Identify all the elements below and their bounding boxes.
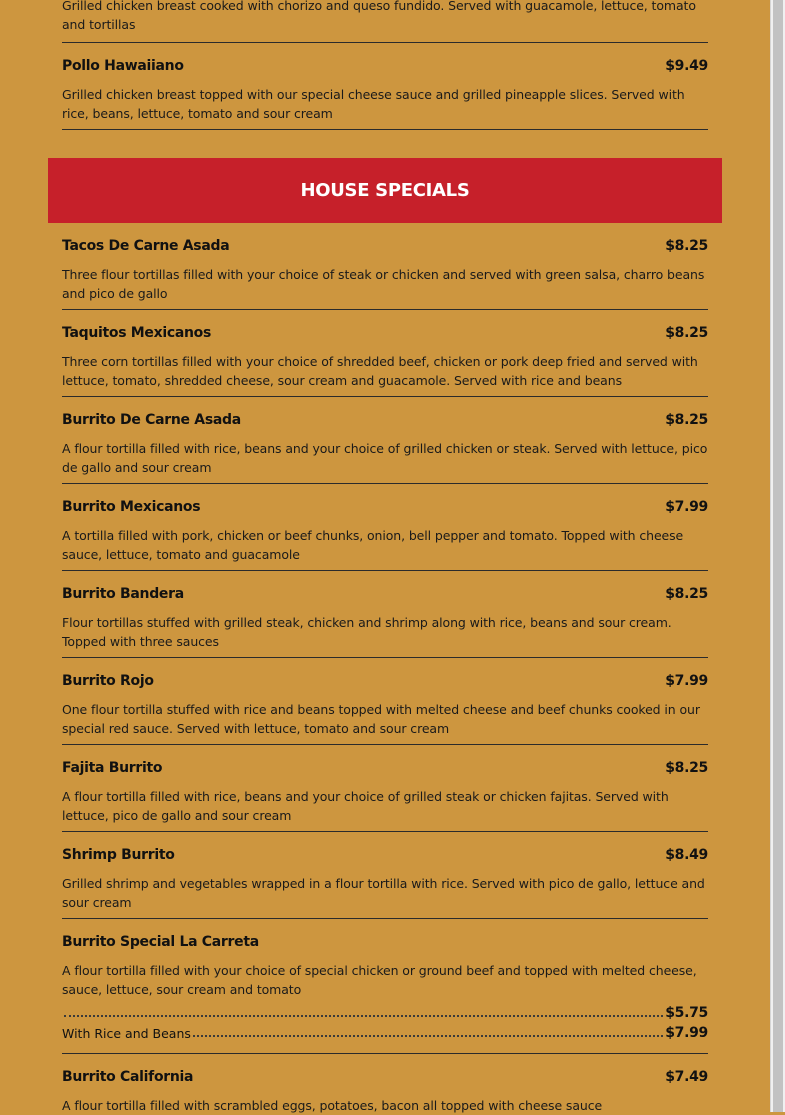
menu-item-description: Three corn tortillas filled with your choice of shredded beef, chicken or pork deep fried and served with lettuce, tomato, shredded cheese, sour cream and guacamole. Served with rice and beans: [62, 354, 698, 388]
divider: [62, 744, 708, 745]
price-option-label: With Rice and Beans: [62, 1026, 191, 1041]
menu-item-name: Burrito Special La Carreta: [62, 934, 259, 950]
divider: [62, 483, 708, 484]
menu-item-price: $7.99: [665, 673, 708, 689]
menu-item-name: Tacos De Carne Asada: [62, 238, 230, 254]
price-option-price: $5.75: [665, 1005, 708, 1021]
menu-item-price: $7.49: [665, 1069, 708, 1085]
menu-item-name: Pollo Hawaiiano: [62, 58, 184, 74]
menu-item-description: Three flour tortillas filled with your choice of steak or chicken and served with green salsa, charro beans and pico de gallo: [62, 267, 705, 301]
divider: [62, 831, 708, 832]
menu-item-description: A flour tortilla filled with your choice of special chicken or ground beef and topped with melted cheese, sauce, lettuce, sour cream and tomato: [62, 963, 697, 997]
menu-item-description: A flour tortilla filled with scrambled eggs, potatoes, bacon all topped with cheese sauce: [62, 1098, 603, 1113]
divider: [62, 657, 708, 658]
menu-item-price: $8.25: [665, 238, 708, 254]
menu-item-description: Grilled shrimp and vegetables wrapped in a flour tortilla with rice. Served with pico de gallo, lettuce and sour cream: [62, 876, 705, 910]
divider: [62, 570, 708, 571]
divider: [62, 1053, 708, 1054]
menu-item: [62, 238, 708, 303]
menu-item-description: A flour tortilla filled with rice, beans and your choice of grilled chicken or steak. Served with lettuce, pico de gallo and sour cream: [62, 441, 708, 475]
dot-leader: [64, 1015, 663, 1017]
menu-item: [62, 673, 708, 738]
price-option-price: $7.99: [665, 1025, 708, 1041]
menu-item-name: Burrito De Carne Asada: [62, 412, 241, 428]
price-option-row: [62, 1005, 708, 1021]
menu-item: [62, 1069, 708, 1115]
menu-item: [62, 58, 708, 123]
menu-item-price: $8.25: [665, 586, 708, 602]
menu-item-description: Grilled chicken breast cooked with chorizo and queso fundido. Served with guacamole, lettuce, tomato and tortillas: [62, 0, 696, 32]
price-option-row: [62, 1025, 708, 1041]
menu-item-name: Taquitos Mexicanos: [62, 325, 212, 341]
section-title: HOUSE SPECIALS: [300, 180, 470, 201]
menu-item-description: A flour tortilla filled with rice, beans and your choice of grilled steak or chicken fajitas. Served with lettuce, pico de gallo and sour cream: [62, 789, 669, 823]
dot-leader: [193, 1035, 663, 1037]
menu-item-name: Burrito Bandera: [62, 586, 184, 602]
menu-item-name: Fajita Burrito: [62, 760, 163, 776]
divider: [62, 918, 708, 919]
divider: [62, 129, 708, 130]
menu-item: [62, 412, 708, 477]
divider: [62, 309, 708, 310]
divider: [62, 42, 708, 43]
menu-item-name: Burrito California: [62, 1069, 194, 1085]
menu-item: [62, 325, 708, 390]
vertical-scrollbar[interactable]: [770, 0, 785, 1112]
menu-item-price: $7.99: [665, 499, 708, 515]
menu-item: [62, 499, 708, 564]
menu-item-name: Burrito Rojo: [62, 673, 154, 689]
menu-item-description: Flour tortillas stuffed with grilled steak, chicken and shrimp along with rice, beans and sour cream. Topped with three sauces: [62, 615, 672, 649]
divider: [62, 396, 708, 397]
menu-item-description: Grilled chicken breast topped with our special cheese sauce and grilled pineapple slices. Served with rice, beans, lettuce, tomato and sour cream: [62, 87, 685, 121]
scrollbar-thumb[interactable]: [773, 0, 783, 1112]
menu-item: [62, 760, 708, 825]
menu-item-name: Shrimp Burrito: [62, 847, 175, 863]
menu-item: [62, 847, 708, 912]
menu-item: [62, 934, 708, 999]
menu-item-price: $8.25: [665, 325, 708, 341]
menu-item-price: $8.25: [665, 412, 708, 428]
menu-item-price: $8.49: [665, 847, 708, 863]
section-header: [48, 158, 722, 223]
menu-item-description: A tortilla filled with pork, chicken or beef chunks, onion, bell pepper and tomato. Topped with cheese sauce, lettuce, tomato and guacamole: [62, 528, 684, 562]
menu-item-name: Burrito Mexicanos: [62, 499, 201, 515]
menu-item: [62, 586, 708, 651]
menu-item-description: One flour tortilla stuffed with rice and beans topped with melted cheese and beef chunks cooked in our special red sauce. Served with lettuce, tomato and sour cream: [62, 702, 700, 736]
menu-item-price: $9.49: [665, 58, 708, 74]
menu-item-price: $8.25: [665, 760, 708, 776]
